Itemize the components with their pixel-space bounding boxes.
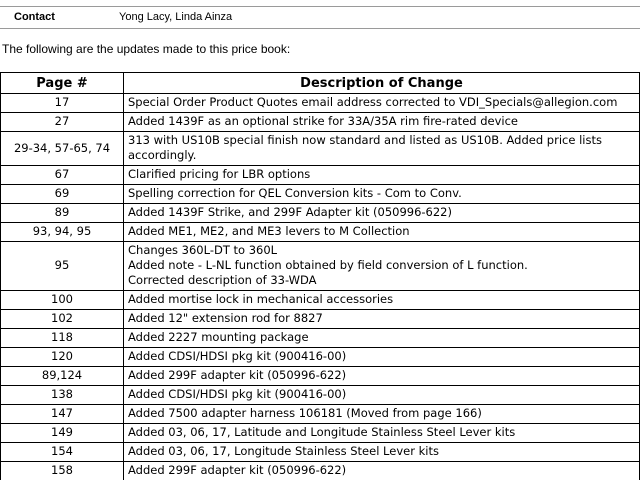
contact-value: Yong Lacy, Linda Ainza — [119, 11, 233, 23]
description-line: Added 03, 06, 17, Latitude and Longitude Stainless Steel Lever kits — [128, 425, 516, 439]
description-line: Corrected description of 33-WDA — [128, 273, 317, 287]
page-cell: 27 — [1, 113, 124, 132]
table-row — [1, 386, 640, 405]
description-cell — [124, 367, 640, 386]
description-line: Added note - L-NL function obtained by field conversion of L function. — [128, 258, 528, 272]
description-cell — [124, 310, 640, 329]
table-body — [1, 94, 640, 480]
description-line: 313 with US10B special finish now standard and listed as US10B. Added price lists accordingly. — [128, 133, 602, 162]
description-line: Added 1439F Strike, and 299F Adapter kit (050996-622) — [128, 205, 452, 219]
table-row — [1, 242, 640, 291]
page-cell: 69 — [1, 185, 124, 204]
table-row — [1, 424, 640, 443]
table-row — [1, 185, 640, 204]
table-row — [1, 310, 640, 329]
description-cell — [124, 94, 640, 113]
table-row — [1, 132, 640, 166]
description-line: Added mortise lock in mechanical accessories — [128, 292, 394, 306]
description-line: Added CDSI/HDSI pkg kit (900416-00) — [128, 387, 347, 401]
table-row — [1, 405, 640, 424]
description-line: Added 1439F as an optional strike for 33A/35A rim fire-rated device — [128, 114, 518, 128]
page-cell: 89,124 — [1, 367, 124, 386]
description-line: Added 12" extension rod for 8827 — [128, 311, 323, 325]
description-line: Added 03, 06, 17, Longitude Stainless Steel Lever kits — [128, 444, 439, 458]
table-row — [1, 94, 640, 113]
description-line: Spelling correction for QEL Conversion kits - Com to Conv. — [128, 186, 462, 200]
description-cell — [124, 291, 640, 310]
description-cell — [124, 166, 640, 185]
description-line: Changes 360L-DT to 360L — [128, 243, 278, 257]
page-cell: 102 — [1, 310, 124, 329]
description-line: Clarified pricing for LBR options — [128, 167, 311, 181]
page-cell: 154 — [1, 443, 124, 462]
table-row — [1, 204, 640, 223]
page-cell: 67 — [1, 166, 124, 185]
change-table — [0, 72, 640, 480]
table-row — [1, 329, 640, 348]
description-line: Added 299F adapter kit (050996-622) — [128, 463, 347, 477]
description-cell — [124, 223, 640, 242]
table-header-row — [1, 73, 640, 94]
page-cell: 138 — [1, 386, 124, 405]
description-cell — [124, 386, 640, 405]
page-cell: 158 — [1, 462, 124, 480]
header-page: Page # — [1, 73, 124, 94]
page-cell: 17 — [1, 94, 124, 113]
table-row — [1, 166, 640, 185]
description-cell — [124, 424, 640, 443]
contact-row — [0, 6, 640, 29]
intro-text: The following are the updates made to this price book: — [2, 42, 291, 56]
description-line: Added 7500 adapter harness 106181 (Moved from page 166) — [128, 406, 482, 420]
contact-label: Contact — [14, 11, 55, 23]
description-cell — [124, 185, 640, 204]
page-cell: 89 — [1, 204, 124, 223]
table-row — [1, 367, 640, 386]
description-line: Special Order Product Quotes email address corrected to VDI_Specials@allegion.com — [128, 95, 618, 109]
page-cell: 149 — [1, 424, 124, 443]
page-cell: 95 — [1, 242, 124, 291]
description-line: Added 299F adapter kit (050996-622) — [128, 368, 347, 382]
description-cell — [124, 443, 640, 462]
page-cell: 118 — [1, 329, 124, 348]
description-line: Added 2227 mounting package — [128, 330, 309, 344]
page-cell: 100 — [1, 291, 124, 310]
header-description: Description of Change — [124, 73, 640, 94]
page-cell: 93, 94, 95 — [1, 223, 124, 242]
page-cell: 120 — [1, 348, 124, 367]
description-cell — [124, 204, 640, 223]
page-cell: 147 — [1, 405, 124, 424]
table-row — [1, 348, 640, 367]
description-cell — [124, 405, 640, 424]
table-row — [1, 113, 640, 132]
description-cell — [124, 329, 640, 348]
description-cell — [124, 348, 640, 367]
description-cell — [124, 132, 640, 166]
table-row — [1, 462, 640, 480]
description-line: Added ME1, ME2, and ME3 levers to M Collection — [128, 224, 410, 238]
description-cell — [124, 462, 640, 480]
table-row — [1, 443, 640, 462]
description-cell — [124, 113, 640, 132]
table-row — [1, 223, 640, 242]
description-line: Added CDSI/HDSI pkg kit (900416-00) — [128, 349, 347, 363]
page-cell: 29-34, 57-65, 74 — [1, 132, 124, 166]
table-row — [1, 291, 640, 310]
description-cell — [124, 242, 640, 291]
